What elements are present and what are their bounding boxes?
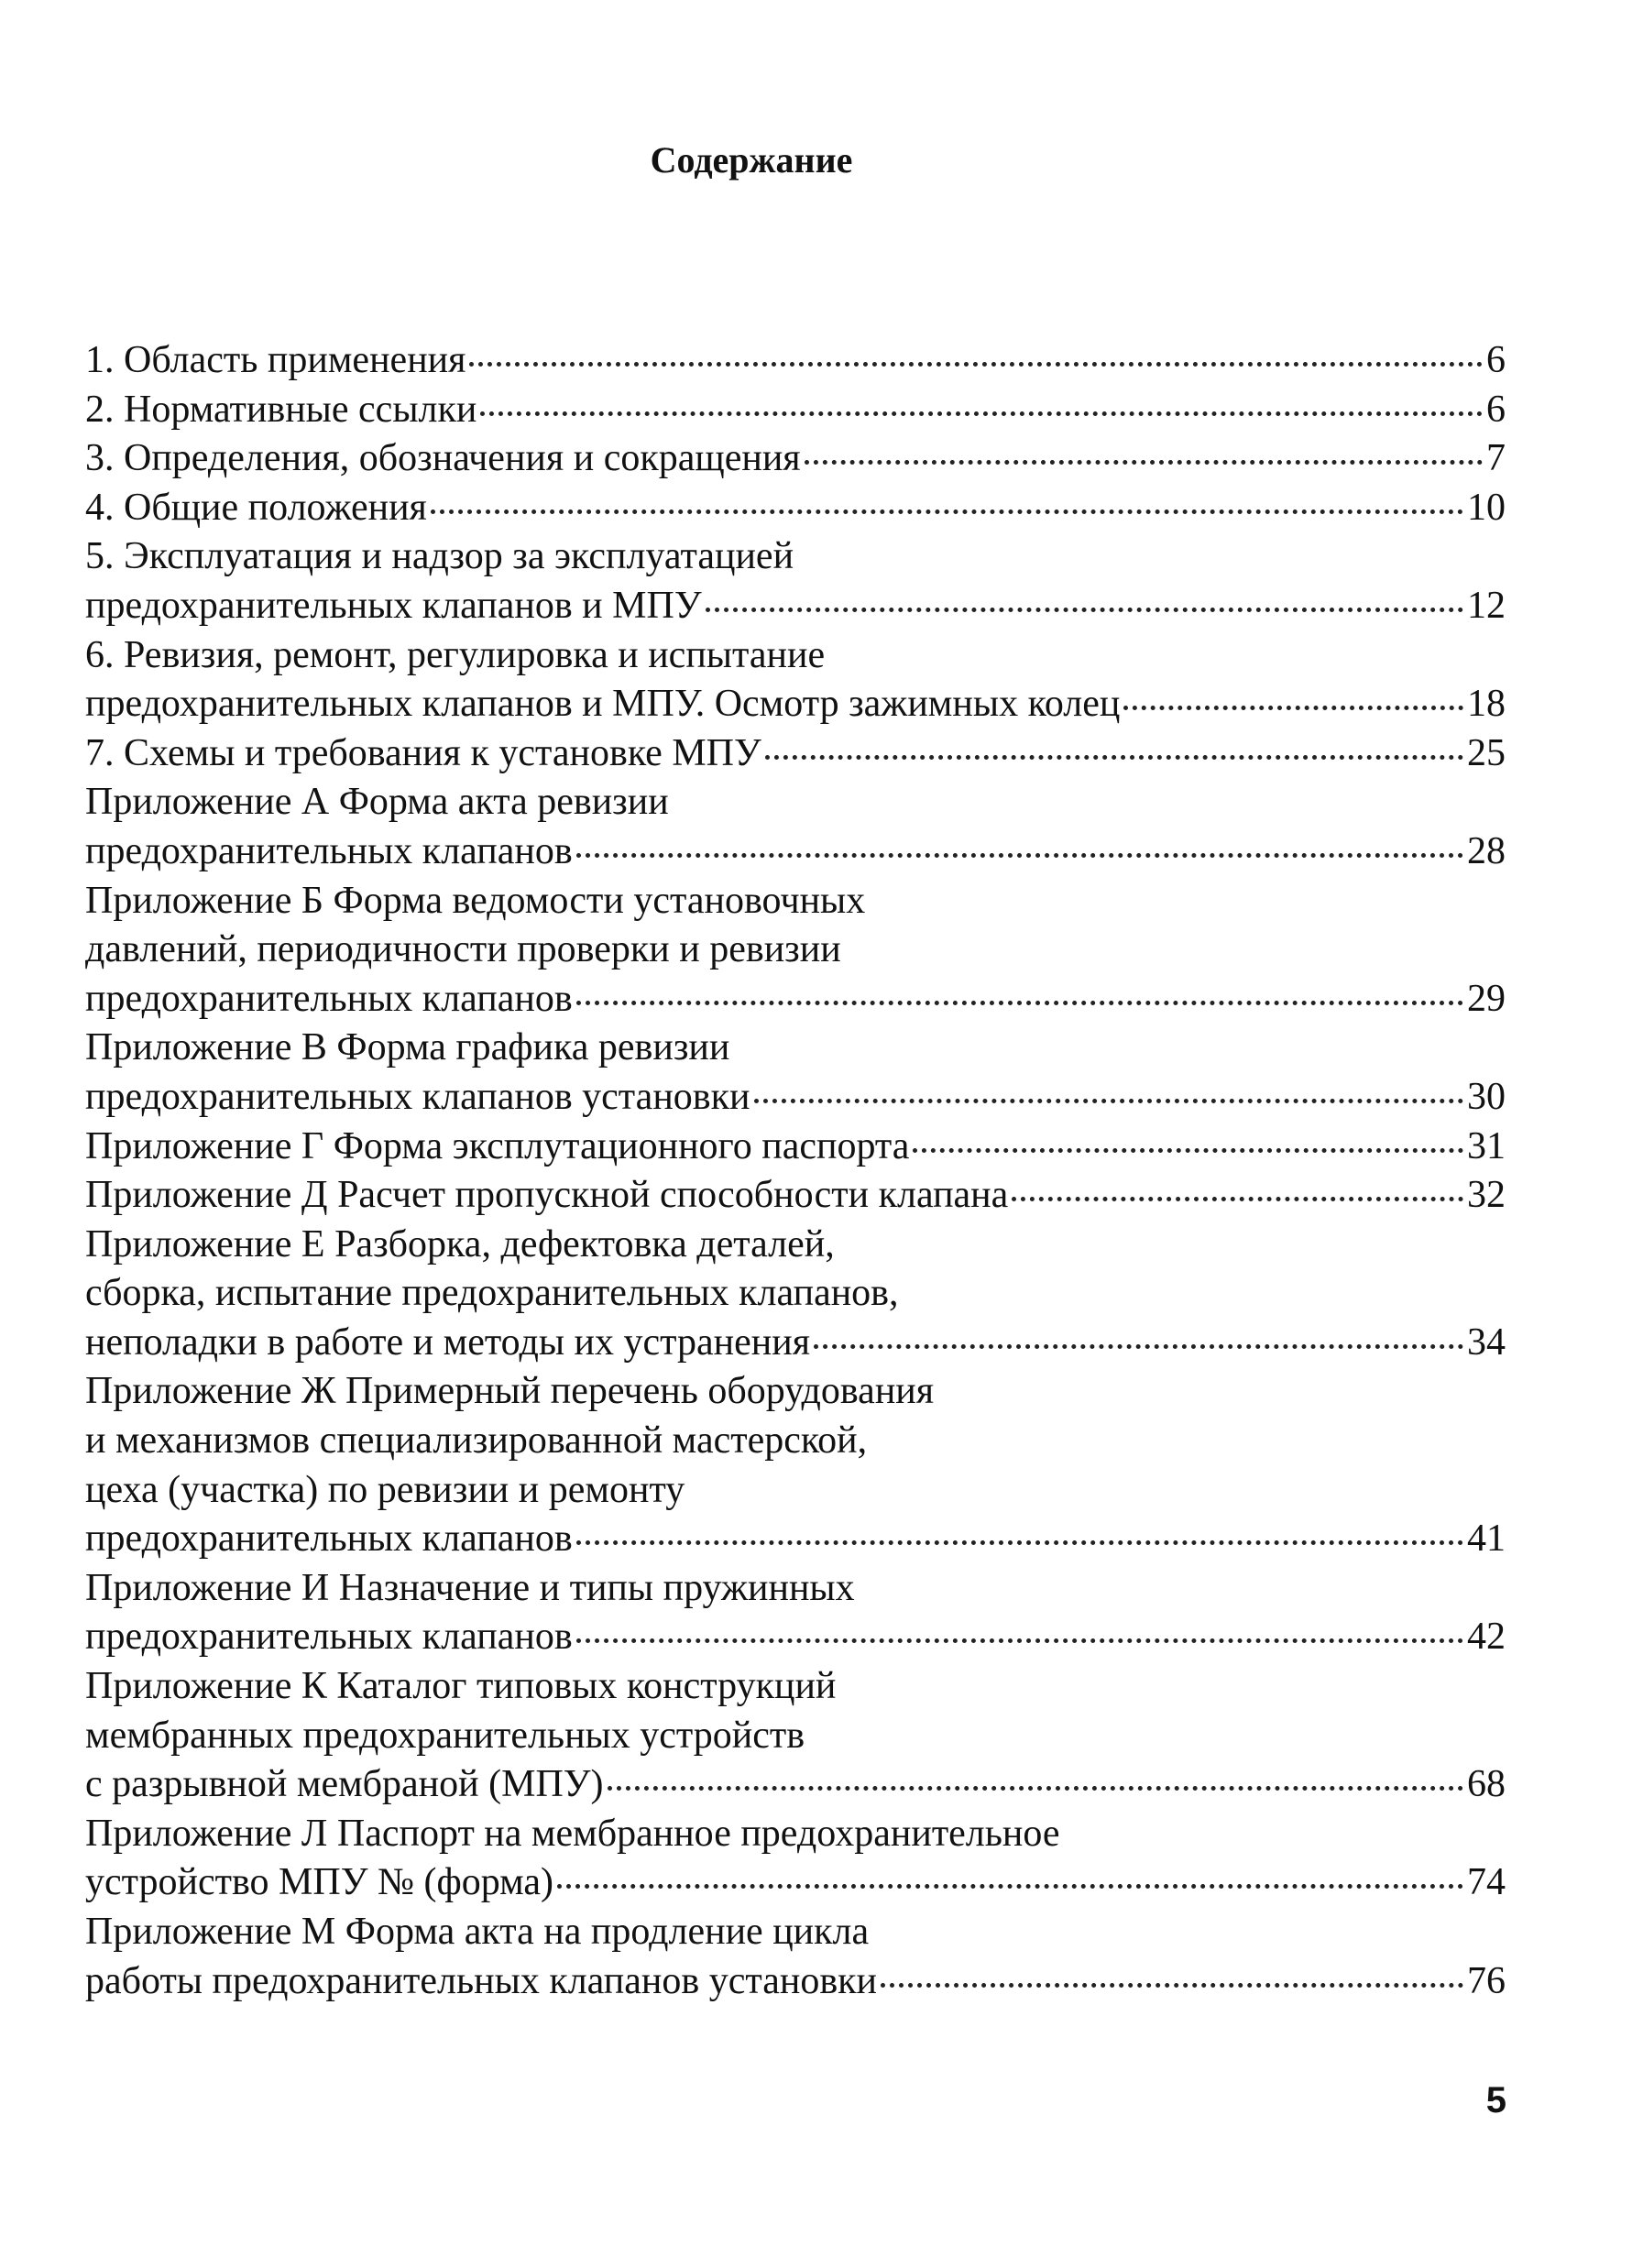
- dot-leader: [814, 1325, 1463, 1349]
- toc-entry-page: 76: [1467, 1959, 1506, 2002]
- toc-entry[interactable]: [85, 631, 1506, 729]
- toc-entry-text: 1. Область применения: [85, 339, 466, 381]
- toc-entry-page: 28: [1467, 829, 1506, 872]
- toc-entry[interactable]: [85, 729, 1506, 779]
- table-of-contents: [85, 336, 1506, 2006]
- toc-entry-text: 5. Эксплуатация и надзор за эксплуатацией: [85, 535, 794, 578]
- dot-leader: [754, 1079, 1463, 1103]
- toc-entry-text: Приложение К Каталог типовых конструкций: [85, 1665, 837, 1708]
- toc-entry-last-line: [85, 1613, 1506, 1662]
- toc-entry-last-line: [85, 582, 1506, 631]
- toc-entry-last-line: [85, 1123, 1506, 1172]
- toc-entry-text: Приложение Г Форма эксплутационного паспорта: [85, 1124, 910, 1167]
- dot-leader: [608, 1767, 1463, 1791]
- toc-entry-text: и механизмов специализированной мастерской,: [85, 1419, 868, 1463]
- toc-entry-page: 29: [1467, 977, 1506, 1020]
- toc-entry-last-line: [85, 1319, 1506, 1368]
- dot-leader: [765, 736, 1463, 760]
- toc-entry-text: 7. Схемы и требования к установке МПУ: [85, 731, 761, 774]
- toc-entry-text: Приложение В Форма графика ревизии: [85, 1026, 730, 1069]
- toc-entry[interactable]: [85, 1908, 1506, 2006]
- toc-entry[interactable]: [85, 1564, 1506, 1662]
- toc-entry-page: 41: [1467, 1517, 1506, 1561]
- toc-entry-last-line: [85, 1171, 1506, 1221]
- toc-entry-text: предохранительных клапанов и МПУ: [85, 584, 702, 627]
- toc-entry-text: предохранительных клапанов и МПУ. Осмотр зажимных колец: [85, 683, 1121, 726]
- toc-entry[interactable]: [85, 386, 1506, 435]
- toc-entry-last-line: [85, 484, 1506, 533]
- toc-entry-text: Приложение Д Расчет пропускной способности клапана: [85, 1174, 1009, 1217]
- toc-entry[interactable]: [85, 484, 1506, 533]
- toc-entry-text: 2. Нормативные ссылки: [85, 388, 477, 431]
- toc-entry-text: неполадки в работе и методы их устранения: [85, 1320, 811, 1364]
- toc-entry[interactable]: [85, 877, 1506, 1024]
- toc-entry-page: 12: [1467, 584, 1506, 627]
- dot-leader: [480, 392, 1483, 416]
- toc-entry-page: 18: [1467, 683, 1506, 726]
- toc-entry-text: предохранительных клапанов установки: [85, 1075, 750, 1118]
- toc-entry-text: предохранительных клапанов: [85, 977, 573, 1020]
- toc-entry-last-line: [85, 680, 1506, 729]
- toc-entry-text: устройство МПУ № (форма): [85, 1861, 553, 1904]
- toc-entry-text: 6. Ревизия, ремонт, регулировка и испытание: [85, 633, 826, 676]
- toc-entry-page: 30: [1467, 1075, 1506, 1118]
- toc-entry-text: цеха (участка) по ревизии и ремонту: [85, 1468, 685, 1511]
- toc-entry-text: Приложение Ж Примерный перечень оборудования: [85, 1370, 935, 1413]
- toc-entry-text: Приложение Е Разборка, дефектовка деталей,: [85, 1222, 835, 1265]
- toc-entry-text: предохранительных клапанов: [85, 1517, 573, 1561]
- dot-leader: [1012, 1178, 1463, 1201]
- page-title: Содержание: [650, 139, 853, 181]
- toc-entry-last-line: [85, 1957, 1506, 2007]
- dot-leader: [576, 1619, 1463, 1643]
- toc-entry-text: Приложение Б Форма ведомости установочных: [85, 879, 866, 922]
- toc-entry[interactable]: [85, 1123, 1506, 1172]
- dot-leader: [881, 1964, 1463, 1988]
- toc-entry[interactable]: [85, 532, 1506, 630]
- toc-entry-text: мембранных предохранительных устройств: [85, 1714, 805, 1757]
- dot-leader: [469, 343, 1483, 367]
- dot-leader: [576, 834, 1463, 858]
- toc-entry-last-line: [85, 1858, 1506, 1908]
- toc-entry[interactable]: [85, 434, 1506, 484]
- toc-entry-text: 4. Общие положения: [85, 486, 427, 529]
- toc-entry[interactable]: [85, 1367, 1506, 1563]
- toc-entry-page: 25: [1467, 731, 1506, 774]
- dot-leader: [576, 1521, 1463, 1545]
- toc-entry-text: Приложение Л Паспорт на мембранное предохранительное: [85, 1812, 1060, 1855]
- dot-leader: [431, 490, 1463, 514]
- dot-leader: [576, 981, 1463, 1005]
- dot-leader: [805, 441, 1483, 465]
- toc-entry[interactable]: [85, 1221, 1506, 1368]
- toc-entry-last-line: [85, 336, 1506, 386]
- dot-leader: [706, 588, 1463, 612]
- toc-entry[interactable]: [85, 1171, 1506, 1221]
- toc-entry-page: 7: [1486, 437, 1506, 480]
- toc-entry-text: давлений, периодичности проверки и ревизии: [85, 928, 841, 971]
- toc-entry[interactable]: [85, 336, 1506, 386]
- toc-entry-page: 34: [1467, 1320, 1506, 1364]
- toc-entry-page: 74: [1467, 1861, 1506, 1904]
- toc-entry-last-line: [85, 1073, 1506, 1123]
- toc-entry-last-line: [85, 1515, 1506, 1564]
- dot-leader: [913, 1129, 1463, 1153]
- toc-entry-text: 3. Определения, обозначения и сокращения: [85, 437, 801, 480]
- toc-entry-last-line: [85, 1760, 1506, 1810]
- toc-entry-text: предохранительных клапанов: [85, 829, 573, 872]
- toc-entry-last-line: [85, 729, 1506, 779]
- toc-entry-page: 31: [1467, 1124, 1506, 1167]
- toc-entry-text: Приложение И Назначение и типы пружинных: [85, 1566, 855, 1609]
- toc-entry-last-line: [85, 386, 1506, 435]
- toc-entry-page: 32: [1467, 1174, 1506, 1217]
- toc-entry[interactable]: [85, 1024, 1506, 1122]
- toc-entry-page: 6: [1486, 388, 1506, 431]
- toc-entry-page: 42: [1467, 1616, 1506, 1659]
- toc-entry[interactable]: [85, 778, 1506, 876]
- toc-entry-page: 10: [1467, 486, 1506, 529]
- toc-entry-text: с разрывной мембраной (МПУ): [85, 1763, 604, 1806]
- toc-entry-text: работы предохранительных клапанов установки: [85, 1959, 878, 2002]
- toc-entry[interactable]: [85, 1810, 1506, 1908]
- toc-entry-text: Приложение М Форма акта на продление цикла: [85, 1911, 870, 1953]
- toc-entry-text: предохранительных клапанов: [85, 1616, 573, 1659]
- toc-entry-page: 68: [1467, 1763, 1506, 1806]
- toc-entry-text: Приложение А Форма акта ревизии: [85, 781, 669, 824]
- toc-entry-last-line: [85, 975, 1506, 1024]
- toc-entry[interactable]: [85, 1662, 1506, 1810]
- toc-entry-last-line: [85, 827, 1506, 877]
- toc-entry-page: 6: [1486, 339, 1506, 381]
- dot-leader: [557, 1865, 1463, 1889]
- toc-entry-text: сборка, испытание предохранительных клапанов,: [85, 1272, 899, 1315]
- page-number: 5: [1485, 2080, 1506, 2120]
- toc-entry-last-line: [85, 434, 1506, 484]
- dot-leader: [1123, 686, 1463, 710]
